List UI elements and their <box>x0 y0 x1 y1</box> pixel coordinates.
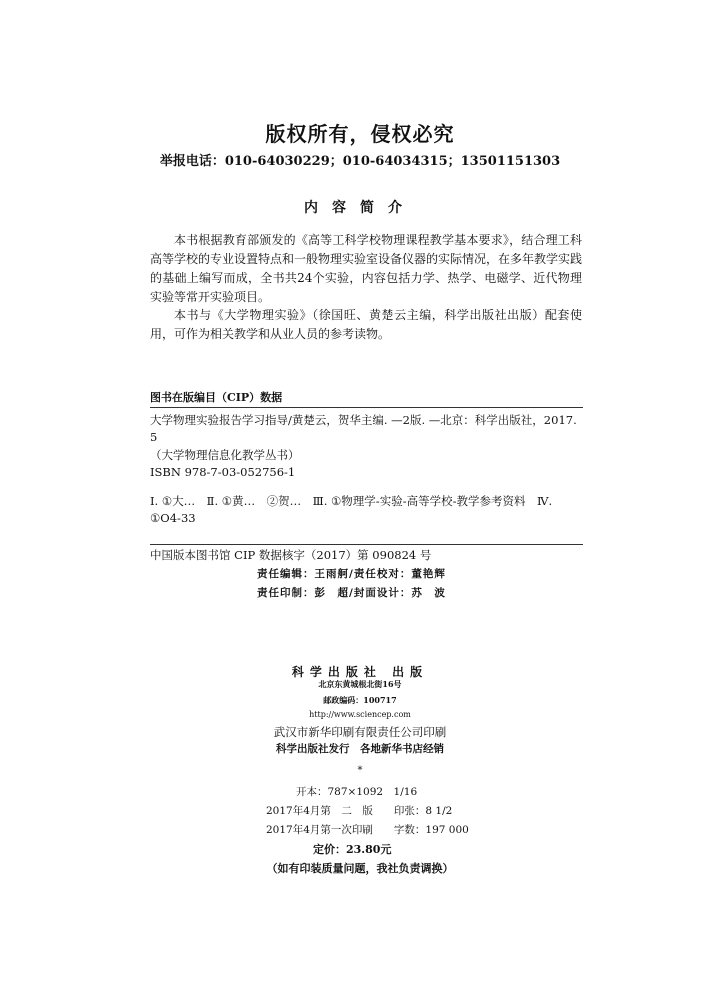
cip-series: （大学物理信息化教学丛书） <box>150 448 300 462</box>
cip-classification: Ⅰ. ①大… Ⅱ. ①黄… ②贺… Ⅲ. ①物理学-实验-高等学校-教学参考资料 Ⅳ. ①O4-33 <box>150 494 553 525</box>
postcode: 邮政编码：100717 <box>323 695 397 705</box>
printing-info: 2017年4月第一次印刷 字数：197 000 <box>266 824 469 836</box>
editor-credits: 责任编辑：王雨舸/责任校对：董艳辉 <box>257 568 446 580</box>
summary-paragraph-1: 本书根据教育部颁发的《高等工科学校物理课程教学基本要求》，结合理工科高等学校的专业设置特点和一般物理实验室设备仪器的实际情况，在多年教学实践的基础上编写而成，全书共24个实验，内容包括力学、热学、电磁学、近代物理实验等常开实验项目。 <box>150 233 583 304</box>
production-credits: 责任印制：彭 超/封面设计：苏 波 <box>257 587 446 599</box>
distributor: 科学出版社发行 各地新华书店经销 <box>276 743 444 755</box>
publisher-address: 北京东黄城根北街16号 <box>318 679 402 689</box>
cip-heading: 图书在版编目（CIP）数据 <box>150 391 283 404</box>
printer: 武汉市新华印刷有限责任公司印刷 <box>273 725 447 739</box>
cip-top-rule <box>150 407 583 408</box>
copyright-title: 版权所有，侵权必究 <box>265 122 455 146</box>
report-hotline: 举报电话：010-64030229；010-64034315；13501151303 <box>159 154 561 169</box>
separator-star: * <box>357 765 363 776</box>
summary-paragraph-2: 本书与《大学物理实验》（徐国旺、黄楚云主编，科学出版社出版）配套使用，可作为相关教学和从业人员的参考读物。 <box>150 308 582 341</box>
cip-main-entry: 大学物理实验报告学习指导/黄楚云，贺华主编. —2版. —北京：科学出版社，2017. 5 <box>150 413 577 444</box>
cip-verification: 中国版本图书馆 CIP 数据核字（2017）第 090824 号 <box>150 548 432 562</box>
summary-heading: 内容简介 <box>304 200 416 216</box>
price: 定价：23.80元 <box>313 843 392 856</box>
book-format: 开本：787×1092 1/16 <box>296 786 418 798</box>
quality-notice: （如有印装质量问题，我社负责调换） <box>266 862 454 875</box>
cip-isbn: ISBN 978-7-03-052756-1 <box>150 465 296 479</box>
publisher-url: http://www.sciencep.com <box>309 710 411 719</box>
cip-bottom-rule <box>150 544 583 545</box>
publisher-line: 科学出版社 出版 <box>291 665 429 679</box>
edition-info: 2017年4月第 二 版 印张：8 1/2 <box>266 805 453 817</box>
